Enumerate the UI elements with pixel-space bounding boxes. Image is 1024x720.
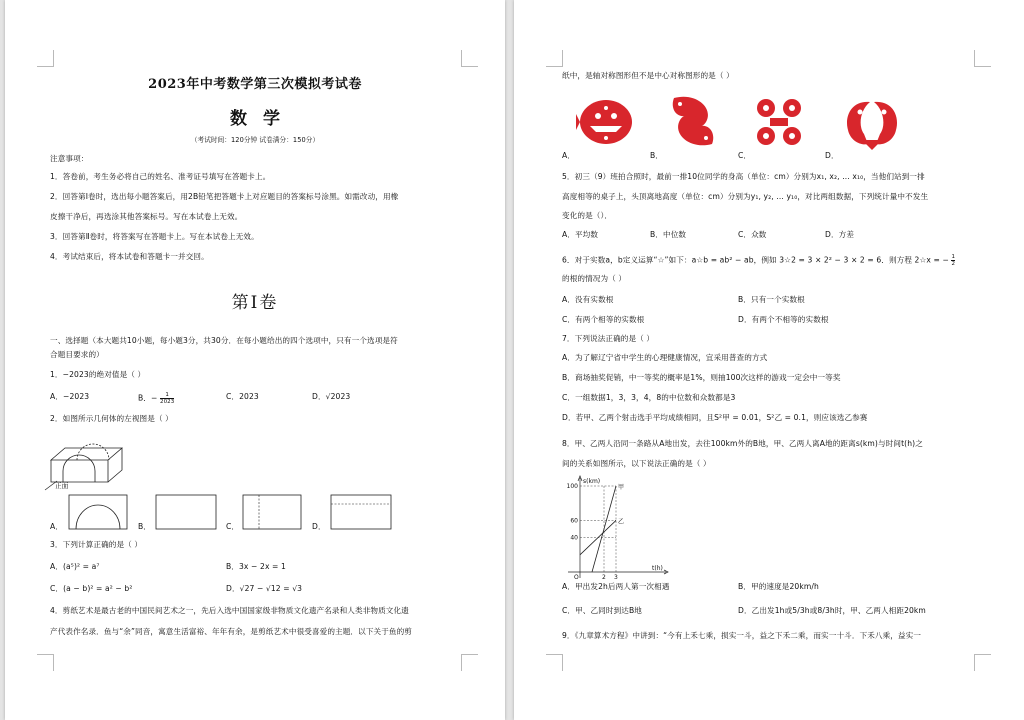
- q1-option-c: C．2023: [226, 392, 259, 401]
- q8-option-a: A．甲出发2h后两人第一次相遇: [562, 582, 670, 591]
- document-page-right: [514, 0, 1024, 720]
- x-tick-label: O: [574, 574, 579, 580]
- q8-option-d: D．乙出发1h或5/3h或8/3h时，甲、乙两人相距20km: [738, 606, 926, 615]
- crop-mark: [461, 654, 478, 671]
- front-label: 正面: [55, 482, 69, 490]
- notice-line: 3．回答第Ⅱ卷时，将答案写在答题卡上。写在本试卷上无效。: [50, 232, 259, 241]
- q7-option-a: A．为了解辽宁省中学生的心理健康情况，宜采用普查的方式: [562, 353, 768, 362]
- question-5-stem: 变化的是（）．: [562, 211, 613, 220]
- paper-cut-fish-c-image: [752, 96, 806, 148]
- q7-option-b: B．商场抽奖促销，中一等奖的概率是1%，则抽100次这样的游戏一定会中一等奖: [562, 373, 841, 382]
- y-tick-label: 60: [570, 517, 578, 525]
- section-title: 第Ⅰ卷: [231, 293, 279, 313]
- question-3-stem: 3．下列计算正确的是（ ）: [50, 540, 143, 549]
- q2-option-c-figure: [242, 494, 302, 530]
- question-8-stem: 间的关系如图所示，以下说法正确的是（ ）: [562, 459, 711, 468]
- question-9-stem: 9．《九章算术方程》中讲到：“今有上禾七乘，损实一斗，益之下禾二乘，而实一十斗．下禾八乘，益实一: [562, 631, 922, 640]
- distance-time-chart: [554, 474, 674, 580]
- q2-option-c: C．: [226, 522, 240, 531]
- q7-option-d: D．若甲、乙两个射击选手平均成绩相同，且S²甲 = 0.01，S²乙 = 0.1，则应该选乙参赛: [562, 413, 868, 422]
- front-arrow-icon: [43, 478, 65, 492]
- crop-mark: [546, 654, 563, 671]
- crop-mark: [974, 654, 991, 671]
- q8-option-c: C．甲、乙同时到达B地: [562, 606, 642, 615]
- figure-arch-cut: [63, 455, 95, 482]
- q6-option-c: C．有两个相等的实数根: [562, 315, 645, 324]
- notice-line: 2．回答第Ⅰ卷时，选出每小题答案后，用2B铅笔把答题卡上对应题目的答案标号涂黑。如需改动，用橡: [50, 192, 399, 201]
- q3-option-a: A．(a⁵)² = a⁷: [50, 562, 100, 571]
- q8-option-b: B．甲的速度是20km/h: [738, 582, 819, 591]
- q5-option-b: B．中位数: [650, 230, 687, 239]
- crop-mark: [546, 50, 563, 67]
- notice-heading: 注意事项：: [50, 154, 89, 163]
- series-line: [592, 486, 616, 572]
- question-2-stem: 2．如图所示几何体的左视图是（ ）: [50, 414, 173, 423]
- figure-hidden-arch: [77, 444, 109, 460]
- q5-option-c: C．众数: [738, 230, 767, 239]
- figure-side-face: [108, 448, 122, 482]
- question-4-stem: 4．剪纸艺术是最古老的中国民间艺术之一，先后入选中国国家级非物质文化遗产名录和人类非物质文化遗: [50, 606, 409, 615]
- q2-option-b-figure: [155, 494, 217, 530]
- question-7-stem: 7．下列说法正确的是（ ）: [562, 334, 655, 343]
- q7-option-c: C．一组数据1，3，3，4，8的中位数和众数都是3: [562, 393, 736, 402]
- figure-top-face: [51, 448, 122, 460]
- q6-option-d: D．有两个不相等的实数根: [738, 315, 829, 324]
- q2-option-b: B．: [138, 522, 152, 531]
- document-page-left: [5, 0, 505, 720]
- exam-title: 2023年中考数学第三次模拟考试卷: [148, 77, 362, 92]
- paper-cut-fish-b-image: [666, 92, 720, 150]
- x-axis-label: t(h): [652, 565, 663, 572]
- question-5-stem: 5．初三（9）班拍合照时，最前一排10位同学的身高（单位：cm）分别为x₁, x₂, … x₁₀，当他们站到一排: [562, 172, 925, 181]
- q6-option-a: A．没有实数根: [562, 295, 614, 304]
- paper-cut-fish-a-image: [576, 96, 636, 148]
- q5-option-a: A．平均数: [562, 230, 599, 239]
- q2-option-a: A．: [50, 522, 63, 531]
- question-1-stem: 1．−2023的绝对值是（ ）: [50, 370, 146, 379]
- q1-option-a: A．−2023: [50, 392, 90, 401]
- y-tick-label: 40: [570, 534, 578, 542]
- question-4-continued: 纸中，是轴对称图形但不是中心对称图形的是（ ）: [562, 71, 734, 80]
- crop-mark: [37, 50, 54, 67]
- q2-option-d-figure: [330, 494, 392, 530]
- q2-option-a-figure: [68, 494, 128, 530]
- q2-option-d: D．: [312, 522, 326, 531]
- exam-info: （考试时间：120分钟 试卷满分：150分）: [190, 136, 320, 144]
- q1-option-d: D．√2023: [312, 392, 351, 401]
- q4-option-a: A．: [562, 151, 575, 160]
- part-one-instructions: 合题目要求的）: [50, 350, 104, 359]
- question-6-stem: 的根的情况为（ ）: [562, 274, 627, 283]
- series-label: 乙: [618, 518, 625, 526]
- crop-mark: [461, 50, 478, 67]
- crop-mark: [974, 50, 991, 67]
- notice-line: 1．答卷前，考生务必将自己的姓名、准考证号填写在答题卡上。: [50, 172, 271, 181]
- x-tick-label: 2: [602, 574, 606, 580]
- question-6-stem: 6．对于实数a，b定义运算“☆”如下：a☆b = ab² − ab，例如 3☆2 = 3 × 2² − 3 × 2 = 6．则方程 2☆x = − $\frac{1}{2}$: [562, 254, 956, 267]
- part-one-instructions: 一、选择题（本大题共10小题，每小题3分，共30分．在每小题给出的四个选项中，只有一个选项是符: [50, 336, 398, 345]
- notice-line: 皮擦干净后，再选涂其他答案标号。写在本试卷上无效。: [50, 212, 243, 221]
- q1-option-b: B．− $\frac{1}{2023}$: [138, 392, 175, 405]
- q5-option-d: D．方差: [825, 230, 855, 239]
- subject-title: 数学: [230, 109, 296, 129]
- question-8-stem: 8．甲、乙两人沿同一条路从A地出发，去往100km外的B地，甲、乙两人离A地的距离s(km)与时间t(h)之: [562, 439, 923, 448]
- x-tick-label: 3: [614, 574, 618, 580]
- q4-option-d: D．: [825, 151, 839, 160]
- series-label: 甲: [618, 484, 625, 491]
- q6-option-b: B．只有一个实数根: [738, 295, 805, 304]
- q3-option-b: B．3x − 2x = 1: [226, 562, 286, 571]
- y-tick-label: 100: [566, 483, 578, 490]
- q4-option-b: B．: [650, 151, 664, 160]
- paper-cut-fish-d-image: [840, 96, 904, 150]
- q4-option-c: C．: [738, 151, 752, 160]
- y-axis-label: s(km): [583, 478, 601, 485]
- q3-option-d: D．√27 − √12 = √3: [226, 584, 303, 593]
- notice-line: 4．考试结束后，将本试卷和答题卡一并交回。: [50, 252, 209, 261]
- question-5-stem: 高度相等的桌子上，头顶离地高度（单位：cm）分别为y₁, y₂, … y₁₀，对比两组数据，下列统计量中不发生: [562, 192, 929, 201]
- question-4-stem: 产代表作名录．鱼与“余”同音，寓意生活富裕、年年有余，是剪纸艺术中很受喜爱的主题．以下关于鱼的剪: [50, 627, 412, 636]
- crop-mark: [37, 654, 54, 671]
- q3-option-c: C．(a − b)² = a² − b²: [50, 584, 133, 593]
